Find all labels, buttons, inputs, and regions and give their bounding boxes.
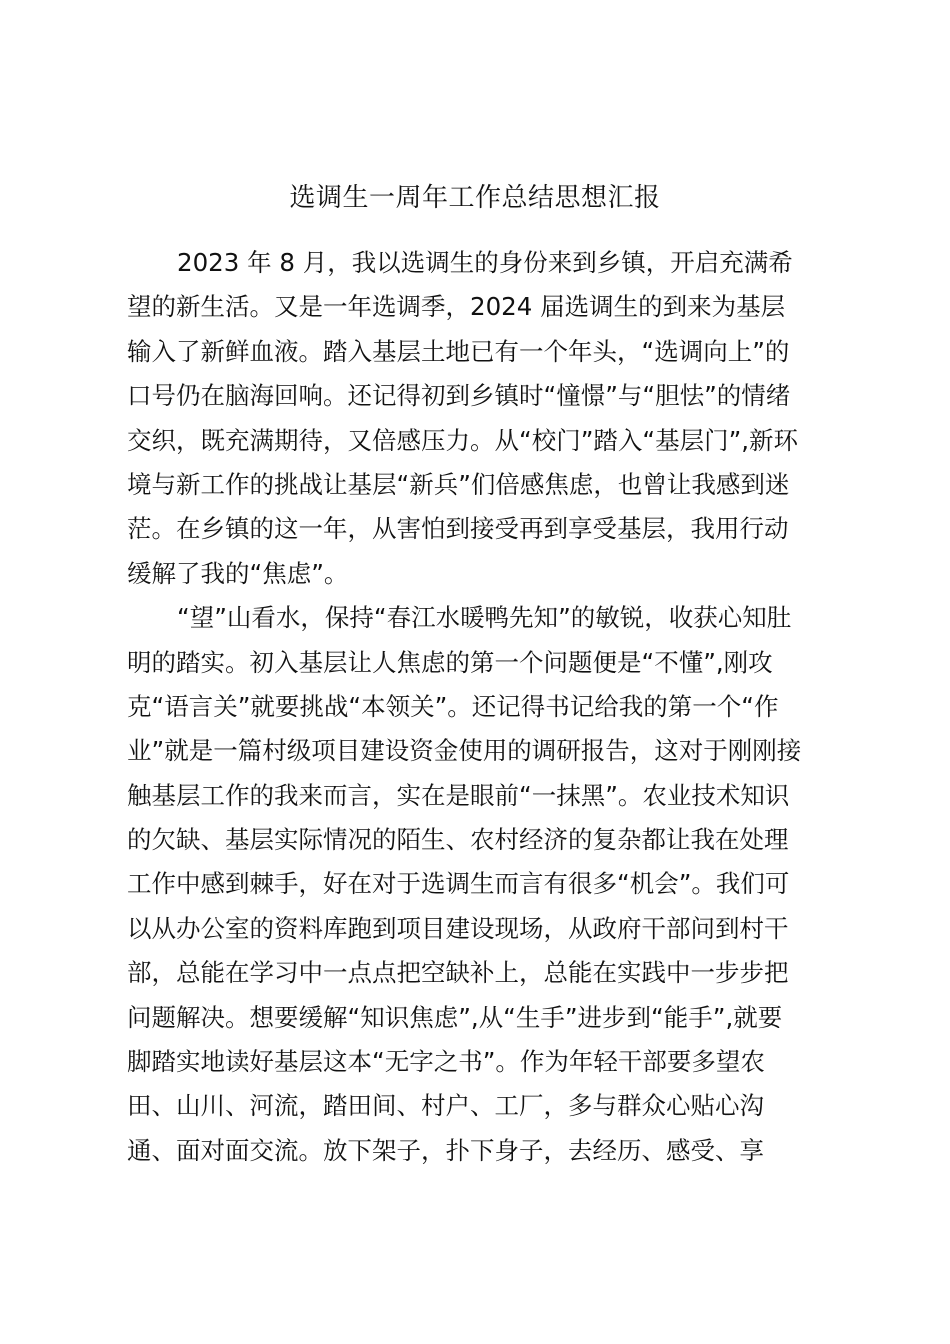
text-line: 克“语言关”就要挑战“本领关”。还记得书记给我的第一个“作	[127, 691, 779, 721]
text-line: 通、面对面交流。放下架子，扑下身子，去经历、感受、享	[127, 1135, 764, 1165]
text-line: 境与新工作的挑战让基层“新兵”们倍感焦虑，也曾让我感到迷	[127, 469, 790, 499]
paragraph-2	[127, 596, 827, 1173]
text-line: 缓解了我的“焦虑”。	[127, 558, 349, 588]
text-line: 2023 年 8 月，我以选调生的身份来到乡镇，开启充满希	[177, 248, 793, 277]
text-line: 工作中感到棘手，好在对于选调生而言有很多“机会”。我们可	[127, 869, 790, 899]
document-body	[127, 241, 827, 1173]
text-line: 交织，既充满期待，又倍感压力。从“校门”踏入“基层门”,新环	[127, 425, 799, 455]
text-line: 输入了新鲜血液。踏入基层土地已有一个年头，“选调向上”的	[127, 336, 790, 366]
text-line: 口号仍在脑海回响。还记得初到乡镇时“憧憬”与“胆怯”的情绪	[127, 381, 791, 411]
text-line: 触基层工作的我来而言，实在是眼前“一抹黑”。农业技术知识	[127, 780, 790, 810]
text-line: 明的踏实。初入基层让人焦虑的第一个问题便是“不懂”,刚攻	[127, 647, 773, 677]
text-line: 望的新生活。又是一年选调季，2024 届选调生的到来为基层	[127, 292, 786, 322]
document-title: 选调生一周年工作总结思想汇报	[289, 183, 661, 213]
text-line: “望”山看水，保持“春江水暖鸭先知”的敏锐，收获心知肚	[177, 603, 792, 633]
text-line: 业”就是一篇村级项目建设资金使用的调研报告，这对于刚刚接	[127, 736, 802, 766]
text-line: 茫。在乡镇的这一年，从害怕到接受再到享受基层，我用行动	[127, 514, 789, 544]
paragraph-1	[127, 241, 827, 596]
text-line: 田、山川、河流，踏田间、村户、工厂，多与群众心贴心沟	[127, 1091, 764, 1121]
text-line: 脚踏实地读好基层这本“无字之书”。作为年轻干部要多望农	[127, 1047, 765, 1077]
text-line: 问题解决。想要缓解“知识焦虑”,从“生手”进步到“能手”,就要	[127, 1002, 783, 1032]
text-line: 的欠缺、基层实际情况的陌生、农村经济的复杂都让我在处理	[127, 825, 789, 855]
text-line: 部，总能在学习中一点点把空缺补上，总能在实践中一步步把	[127, 958, 789, 988]
text-line: 以从办公室的资料库跑到项目建设现场，从政府干部问到村干	[127, 913, 789, 943]
